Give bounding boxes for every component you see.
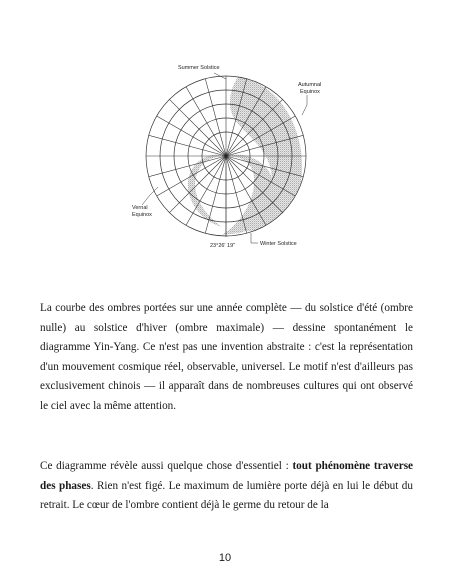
paragraph-phases-emphasis: tout phénomène traverse des phases (40, 460, 414, 492)
polar-diagram-svg (130, 55, 330, 255)
paragraph-shadow-curve: La courbe des ombres portées sur une année complète — du solstice d'été (ombre nulle) au solstice d'hiver (ombre maximale) — dessine spontanément le diagramme Yin-Yang. Ce n'est pas une invention abstraite : c'est la représentation d'un mouvement cosmique réel, observable, universel. Le motif n'est d'ailleurs pas exclusivement chinois — il apparaît dans de nombreuses cultures qui ont observé le ciel avec la même attention. (40, 302, 413, 412)
paragraph-phases-rest: . Rien n'est figé. Le maximum de lumière porte déjà en lui le début du retrait. Le cœur de l'ombre contient déjà le germe du retour de la (40, 479, 413, 511)
radial-line (186, 87, 226, 156)
paragraph-phases-intro: Ce diagramme révèle aussi quelque chose d'essentiel : (40, 460, 293, 472)
label-vernal: Vernal (132, 205, 148, 211)
page-number: 10 (218, 552, 232, 564)
label-winter-solstice: Winter Solstice (260, 241, 297, 247)
paragraph-phases (40, 457, 413, 516)
label-autumnal-equinox: Equinox (300, 89, 320, 95)
radial-line (169, 99, 226, 156)
label-vernal-equinox: Equinox (132, 212, 152, 218)
label-angle: 23°26' 19" (210, 243, 236, 249)
label-summer-solstice: Summer Solstice (178, 65, 220, 71)
shadow-curve-diagram (130, 55, 330, 255)
radial-line (157, 116, 226, 156)
label-autumnal: Autumnal (298, 82, 322, 88)
